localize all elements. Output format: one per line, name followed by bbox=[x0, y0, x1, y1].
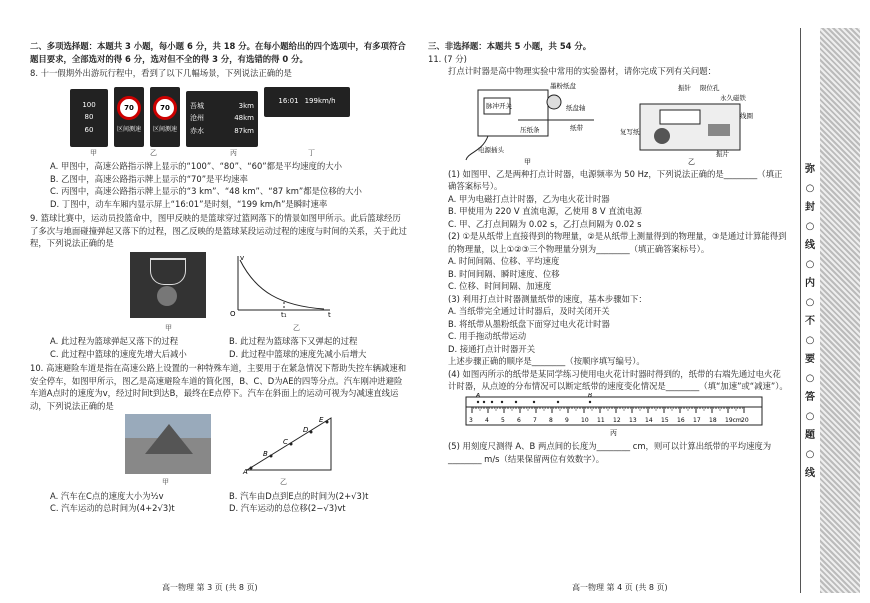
q11-p1-option-b: B. 甲使用为 220 V 直流电源，乙使用 8 V 直流电源 bbox=[448, 206, 642, 216]
ruler-tick-label: 18 bbox=[709, 416, 717, 424]
ruler-tick-label: 5 bbox=[501, 416, 505, 424]
q11-p4: (4) 如图丙所示的纸带是某同学练习使用电火花计时器时得到的，纸带的右端先通过电火花计时器，从点迹的分布情况可以断定纸带的速度变化情况是________（填“加速”或“减速”）。 bbox=[448, 368, 788, 391]
svg-text:振片: 振片 bbox=[716, 149, 729, 158]
page-4 bbox=[428, 40, 788, 465]
q10-figures bbox=[125, 414, 408, 476]
spark-timer-diagram bbox=[458, 80, 598, 166]
ruler-tick-label: 4 bbox=[485, 416, 489, 424]
point-b-label: B bbox=[588, 392, 593, 399]
footer-page-3: 高一物理 第 3 页 (共 8 页) bbox=[162, 583, 258, 592]
ruler-tick-label: 19cm bbox=[725, 416, 742, 424]
q9-stem: 9. 篮球比赛中，运动员投篮命中，图甲反映的是篮球穿过篮网落下的情景如图甲所示。此后篮球经历了多次与地面碰撞弹起又落下的过程，图乙反映的是篮球某段运动过程的速度与时间的关系，关于此过程，下列说法正确的是 bbox=[30, 213, 407, 248]
incline-diagram bbox=[241, 414, 337, 474]
q9-captions: 甲 乙 bbox=[165, 323, 300, 332]
q8-stem: 8. 十一假期外出游玩行程中，看到了以下几幅场景，下列说法正确的是 bbox=[30, 68, 292, 78]
svg-text:脉冲开关: 脉冲开关 bbox=[486, 101, 512, 110]
binding-hatch bbox=[820, 28, 860, 593]
q8-option-c: C. 丙图中，高速公路指示牌上显示的“3 km”、“48 km”、“87 km”都是位移的大小 bbox=[50, 186, 362, 196]
interval-speed-sign-2: 70 区间测速 bbox=[150, 87, 180, 147]
q11-head: 11. (7 分) bbox=[428, 53, 467, 64]
q8-option-b: B. 乙图中，高速公路指示牌上显示的“70”是平均速率 bbox=[50, 173, 248, 184]
tape-dot bbox=[589, 400, 591, 402]
svg-text:乙: 乙 bbox=[688, 157, 695, 166]
ruler-tape-diagram bbox=[464, 393, 764, 437]
q11-p1: (1) 如图甲、乙是两种打点计时器，电源频率为 50 Hz，下列说法正确的是________（填正确答案标号）。 bbox=[448, 168, 783, 191]
svg-text:线圈: 线圈 bbox=[740, 111, 753, 120]
svg-text:电源插头: 电源插头 bbox=[478, 145, 504, 154]
section-header-multiple-choice: 二、多项选择题：本题共 3 小题，每小题 6 分，共 18 分。在每小题给出的四个选项中，有多项符合题目要求，全部选对的得 6 分，选对但不全的得 3 分，有选错的得 0 分。 bbox=[30, 41, 406, 64]
page-3 bbox=[30, 40, 408, 515]
svg-text:D: D bbox=[303, 426, 309, 434]
binding-notice: 弥○封○线○内○不○要○答○题○线 bbox=[805, 164, 815, 479]
ruler-caption: 丙 bbox=[610, 428, 617, 437]
basketball-photo bbox=[130, 252, 206, 318]
tape-dot bbox=[491, 400, 493, 402]
ruler-tick-label: 15 bbox=[661, 416, 669, 424]
svg-text:纸带: 纸带 bbox=[570, 123, 583, 132]
svg-text:振针: 振针 bbox=[678, 83, 691, 92]
q11-p2-option-b: B. 时间间隔、瞬时速度、位移 bbox=[448, 268, 560, 279]
q11-p3-step-c: C. 用手拖动纸带运动 bbox=[448, 331, 527, 341]
svg-text:压纸条: 压纸条 bbox=[520, 125, 540, 134]
interval-speed-sign-1: 70 区间测速 bbox=[114, 87, 144, 147]
ruler-tick-label: 20 bbox=[741, 416, 749, 424]
ruler-tick-label: 17 bbox=[693, 416, 701, 424]
ruler-tick-label: 8 bbox=[549, 416, 553, 424]
q11-p3: (3) 利用打点计时器测量纸带的速度，基本步骤如下： bbox=[448, 293, 647, 304]
q9-options-cd: C. 此过程中篮球的速度先增大后减小 D. 此过程中篮球的速度先减小后增大 bbox=[50, 348, 367, 359]
paper-tape bbox=[466, 397, 762, 407]
svg-text:甲: 甲 bbox=[524, 157, 531, 166]
q10-options-ab: A. 汽车在C点的速度大小为½v B. 汽车由D点到E点的时间为(2+√3)t bbox=[50, 490, 369, 501]
tape-dot bbox=[477, 400, 479, 402]
ruler-tick-label: 9 bbox=[565, 416, 569, 424]
train-display: 16:01 199km/h bbox=[264, 87, 350, 117]
tape-dot bbox=[533, 400, 535, 402]
q10-stem: 10. 高速避险车道是指在高速公路上设置的一种特殊车道，主要用于在紧急情况下帮助失控车辆减速和安全停车，如图甲所示，图乙是高速避险车道的简化图，B、C、D为AE的四等分点。汽车刚冲进避险车道A点时的速度为v，经过时间t到达B，最终在E点停下。汽车在斜面上的运动可视为匀减速直线运动，下列说法正确的是 bbox=[30, 363, 407, 411]
q11-p2: (2) ①是从纸带上直接得到的物理量，②是从纸带上测量得到的物理量，③是通过计算能得到的物理量，以上①②③三个物理量分别为________（填正确答案标号）。 bbox=[448, 231, 787, 254]
ruler-tick-label: 11 bbox=[597, 416, 605, 424]
ruler-tick-label: 6 bbox=[517, 416, 521, 424]
q11-p1-option-c: C. 甲、乙打点间隔为 0.02 s，乙打点间隔为 0.02 s bbox=[448, 218, 642, 229]
ball-icon bbox=[157, 286, 177, 306]
ruler-tick-label: 16 bbox=[677, 416, 685, 424]
q11-p3-step-a: A. 当纸带完全通过计时器后，及时关闭开关 bbox=[448, 306, 610, 316]
distance-sign: 吾城 3km 沧州 48km 赤水 87km bbox=[186, 91, 258, 147]
electromagnetic-timer-diagram bbox=[620, 80, 760, 166]
axis-v-label: v bbox=[240, 253, 245, 262]
q8-option-d: D. 丁图中，动车车厢内显示屏上“16:01”是时刻，“199 km/h”是瞬时速率 bbox=[50, 198, 328, 209]
section-header-non-choice: 三、非选择题：本题共 5 小题，共 54 分。 bbox=[428, 41, 592, 51]
ruler-tick-label: 10 bbox=[581, 416, 589, 424]
q11-p3-step-b: B. 将纸带从墨粉纸盘下面穿过电火花计时器 bbox=[448, 318, 610, 329]
svg-text:E: E bbox=[319, 416, 324, 424]
svg-text:复写纸: 复写纸 bbox=[620, 127, 640, 136]
footer-page-4: 高一物理 第 4 页 (共 8 页) bbox=[572, 583, 668, 592]
q8-option-a: A. 甲图中，高速公路指示牌上显示的“100”、“80”、“60”都是平均速度的大小 bbox=[50, 161, 342, 171]
tape-dot bbox=[557, 400, 559, 402]
q9-options-ab: A. 此过程为篮球弹起又落下的过程 B. 此过程为篮球落下又弹起的过程 bbox=[50, 336, 358, 346]
tape-dot bbox=[515, 400, 517, 402]
ruler-tick-label: 3 bbox=[469, 416, 473, 424]
ruler-tick-label: 12 bbox=[613, 416, 621, 424]
q8-figures bbox=[70, 83, 408, 147]
q8-captions: 甲 乙 丙 丁 bbox=[90, 148, 315, 157]
svg-text:A: A bbox=[243, 468, 248, 474]
svg-text:永久磁铁: 永久磁铁 bbox=[720, 93, 746, 102]
speed-limit-sign: 100 80 60 bbox=[70, 89, 108, 147]
q11-p1-option-a: A. 甲为电磁打点计时器，乙为电火花计时器 bbox=[448, 193, 610, 204]
svg-text:纸盘轴: 纸盘轴 bbox=[566, 103, 586, 112]
axis-t-label: t bbox=[328, 310, 331, 318]
q11-intro: 打点计时器是高中物理实验中常用的实验器材，请你完成下列有关问题： bbox=[448, 66, 716, 76]
ruler-tick-label: 14 bbox=[645, 416, 653, 424]
tape-dot bbox=[483, 400, 485, 402]
svg-text:B: B bbox=[263, 450, 268, 458]
t1-label: t₁ bbox=[281, 310, 287, 318]
q11-p3-tail: 上述步骤正确的顺序是________（按顺序填写编号）。 bbox=[448, 356, 645, 366]
tape-dot bbox=[501, 400, 503, 402]
q11-p2-option-a: A. 时间间隔、位移、平均速度 bbox=[448, 256, 560, 266]
q11-figures bbox=[458, 80, 788, 168]
escape-ramp-photo bbox=[125, 414, 211, 474]
point-a-label: A bbox=[476, 392, 481, 399]
q11-p3-step-d: D. 接通打点计时器开关 bbox=[448, 343, 536, 354]
q10-captions: 甲 乙 bbox=[162, 478, 287, 486]
svg-text:C: C bbox=[283, 438, 288, 446]
velocity-time-graph bbox=[226, 252, 336, 318]
svg-text:限位孔: 限位孔 bbox=[700, 83, 720, 92]
svg-text:墨粉纸盘: 墨粉纸盘 bbox=[550, 81, 576, 90]
origin-label: O bbox=[230, 309, 236, 318]
ruler-tick-label: 13 bbox=[629, 416, 637, 424]
q11-p5: (5) 用刻度尺测得 A、B 两点间的长度为________ cm，则可以计算出纸带的平均速度为________ m/s（结果保留两位有效数字）。 bbox=[448, 441, 772, 464]
ruler-tick-label: 7 bbox=[533, 416, 537, 424]
q10-options-cd: C. 汽车运动的总时间为(4+2√3)t D. 汽车运动的总位移(2−√3)vt bbox=[50, 503, 346, 513]
q9-figures bbox=[130, 252, 408, 322]
q11-p2-option-c: C. 位移、时间间隔、加速度 bbox=[448, 281, 552, 291]
